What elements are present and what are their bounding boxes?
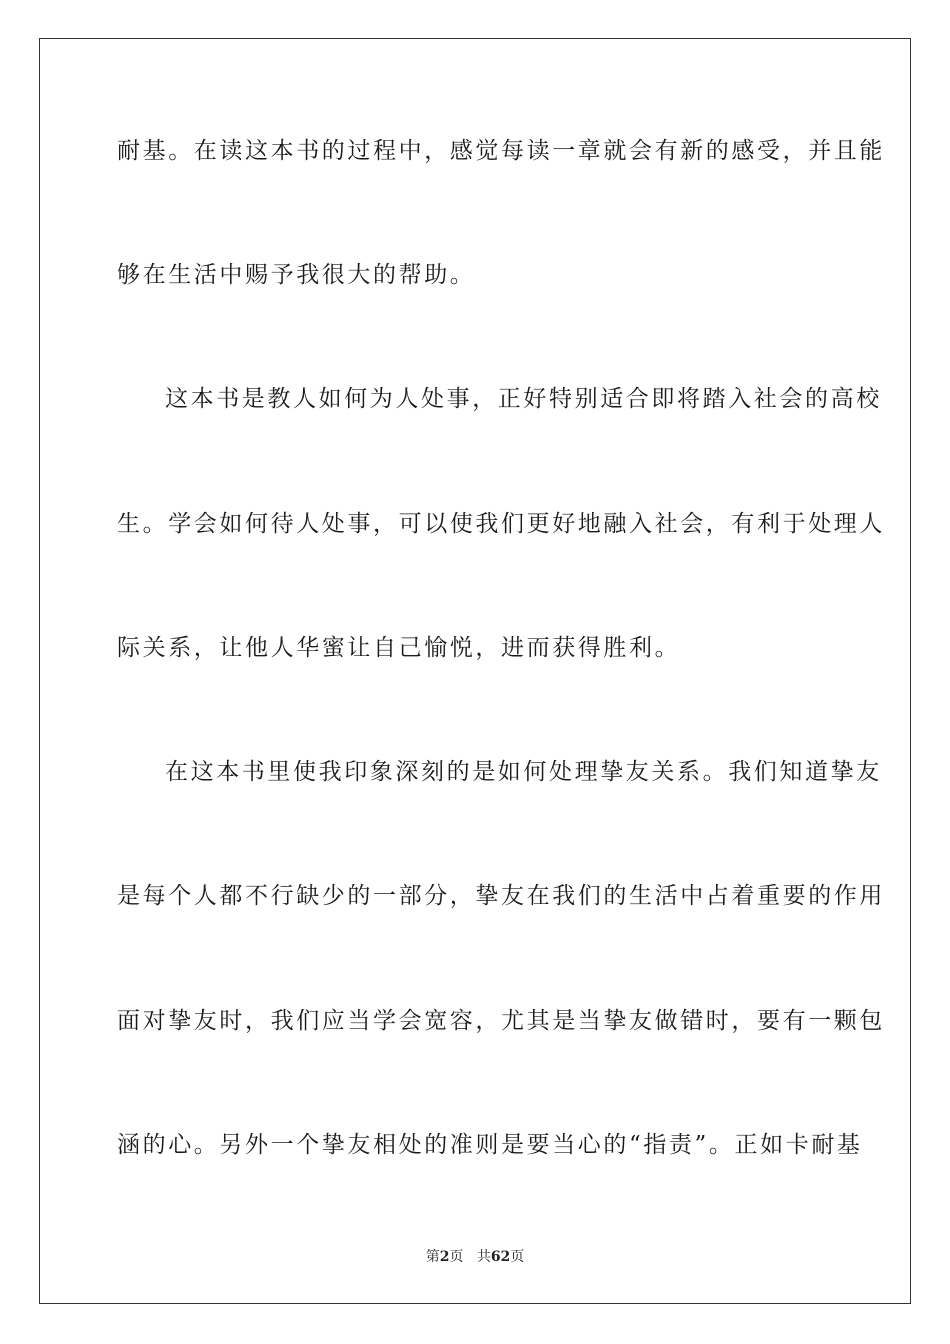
page-number: 2 <box>439 1249 450 1265</box>
text-line: 际关系，让他人华蜜让自己愉悦，进而获得胜利。 <box>117 635 681 661</box>
text-line: 涵的心。另外一个挚友相处的准则是要当心的“指责”。正如卡耐基 <box>117 1132 863 1158</box>
paragraph-start-line: 在这本书里使我印象深刻的是如何处理挚友关系。我们知道挚友 <box>165 759 882 785</box>
page-border <box>39 38 911 1304</box>
total-pages: 62 <box>490 1249 511 1265</box>
text-line: 够在生活中赐予我很大的帮助。 <box>117 262 476 288</box>
text-line: 耐基。在读这本书的过程中，感觉每读一章就会有新的感受，并且能 <box>117 138 885 164</box>
text-line: 是每个人都不行缺少的一部分，挚友在我们的生活中占着重要的作用 <box>117 883 885 909</box>
page-footer <box>0 1246 950 1266</box>
total-pages-suffix: 页 <box>510 1249 525 1265</box>
page-number-prefix: 第 <box>425 1249 440 1265</box>
text-line: 面对挚友时，我们应当学会宽容，尤其是当挚友做错时，要有一颗包 <box>117 1008 885 1034</box>
page-number-suffix: 页 <box>449 1249 464 1265</box>
text-line: 生。学会如何待人处事，可以使我们更好地融入社会，有利于处理人 <box>117 511 885 537</box>
total-pages-prefix: 共 <box>476 1249 491 1265</box>
paragraph-start-line: 这本书是教人如何为人处事，正好特别适合即将踏入社会的高校 <box>165 386 882 412</box>
